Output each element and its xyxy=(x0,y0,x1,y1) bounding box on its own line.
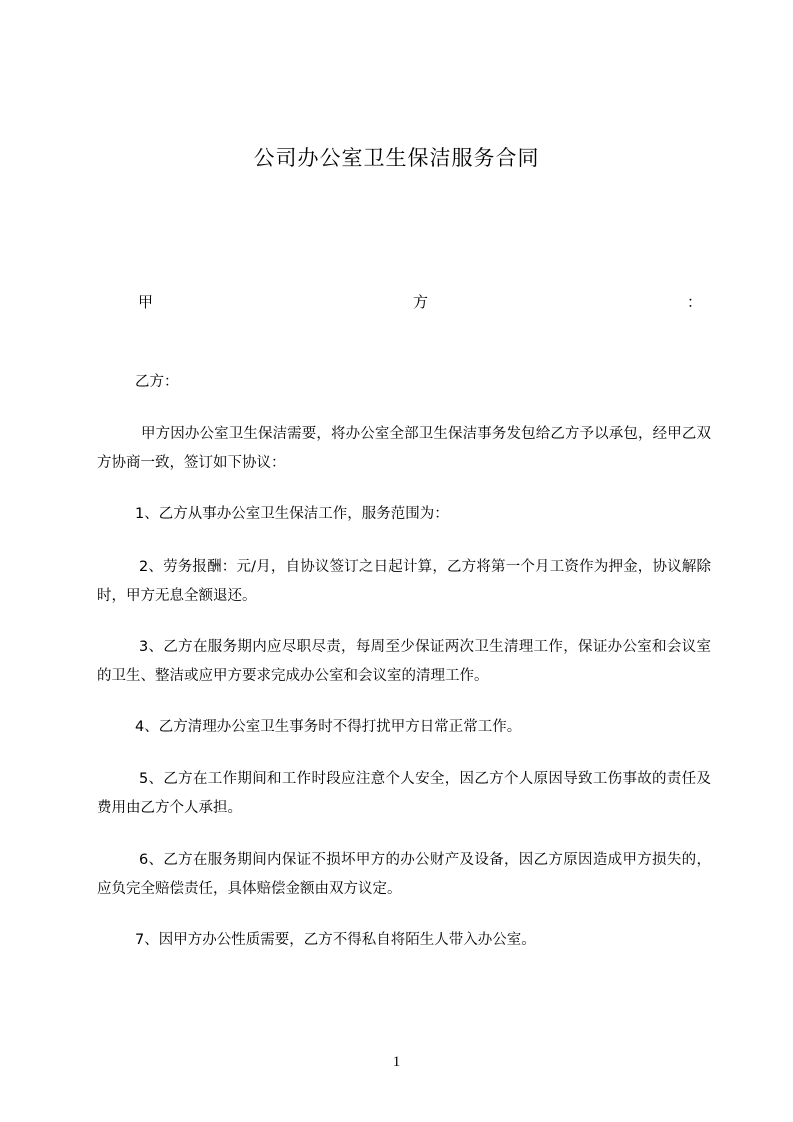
document-title: 公司办公室卫生保洁服务合同 xyxy=(253,146,540,170)
clause-5: 5、乙方在工作期间和工作时段应注意个人安全，因乙方个人原因导致工伤事故的责任及费用由乙方个人承担。 xyxy=(97,771,711,816)
intro-paragraph: 甲方因办公室卫生保洁需要，将办公室全部卫生保洁事务发包给乙方予以承包，经甲乙双方协商一致，签订如下协议： xyxy=(97,426,711,471)
clause-2: 2、劳务报酬：元/月，自协议签订之日起计算，乙方将第一个月工资作为押金，协议解除时，甲方无息全额退还。 xyxy=(97,559,711,604)
party-a-label-char-2: 方 xyxy=(413,293,429,311)
party-b-line: 乙方： xyxy=(135,374,179,390)
page-number: 1 xyxy=(392,1054,401,1070)
clause-3: 3、乙方在服务期内应尽职尽责，每周至少保证两次卫生清理工作，保证办公室和会议室的卫生、整洁或应甲方要求完成办公室和会议室的清理工作。 xyxy=(97,639,711,684)
clause-7: 7、因甲方办公性质需要，乙方不得私自将陌生人带入办公室。 xyxy=(135,932,536,948)
party-a-colon: ： xyxy=(687,293,703,311)
party-a-label-char-1: 甲 xyxy=(138,293,154,311)
party-a-line xyxy=(138,291,703,313)
clause-6: 6、乙方在服务期间内保证不损坏甲方的办公财产及设备，因乙方原因造成甲方损失的，应负完全赔偿责任，具体赔偿金额由双方议定。 xyxy=(97,852,711,897)
clause-4: 4、乙方清理办公室卫生事务时不得打扰甲方日常正常工作。 xyxy=(135,719,522,735)
clause-1: 1、乙方从事办公室卫生保洁工作，服务范围为： xyxy=(135,506,449,522)
